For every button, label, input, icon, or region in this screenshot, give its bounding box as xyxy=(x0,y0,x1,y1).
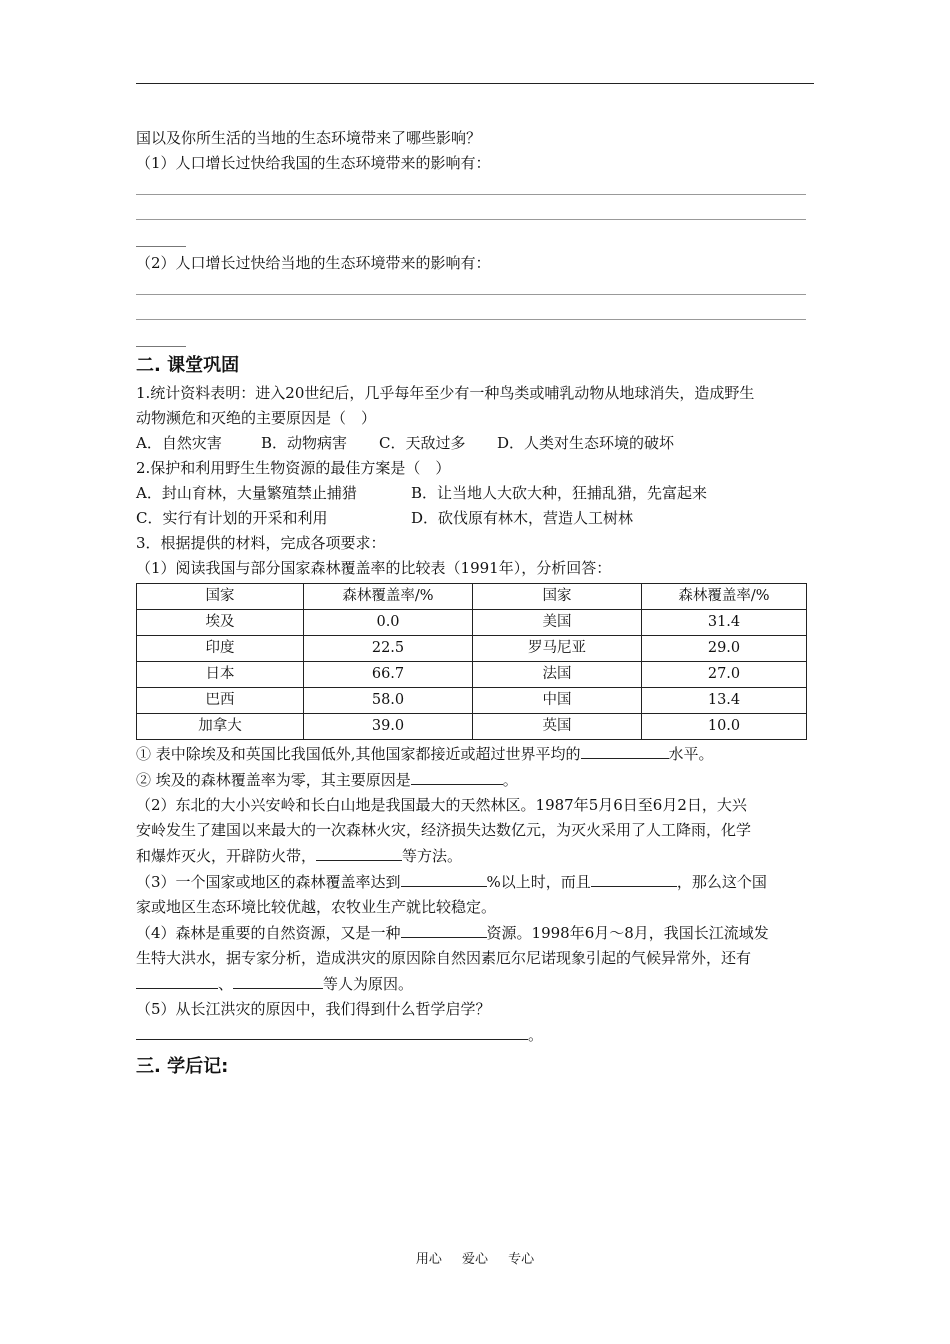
table-row xyxy=(137,662,807,688)
part-3-line-1 xyxy=(136,869,814,895)
sub-question-text: ② 埃及的森林覆盖率为零，其主要原因是 xyxy=(136,771,411,789)
value-cell: 29.0 xyxy=(642,636,807,662)
footer-item: 专心 xyxy=(508,1252,535,1267)
part-4-line-1 xyxy=(136,920,814,946)
footer-item: 用心 xyxy=(415,1252,442,1267)
part-text: %以上时，而且 xyxy=(486,873,591,891)
question-2-prompt: （2）人口增长过快给当地的生态环境带来的影响有： xyxy=(136,254,491,272)
mcq-1-stem: 1.统计资料表明：进入20世纪后，几乎每年至少有一种鸟类或哺乳动物从地球消失，造成野生 xyxy=(136,384,755,402)
value-cell: 10.0 xyxy=(642,714,807,740)
header-cell: 森林覆盖率/% xyxy=(304,584,473,610)
intro-line: 国以及你所生活的当地的生态环境带来了哪些影响？ xyxy=(136,129,482,147)
sub-question-1 xyxy=(136,741,814,767)
mcq-2-stem: 2.保护和利用野生生物资源的最佳方案是（ ） xyxy=(136,459,451,477)
sub-question-text: 水平。 xyxy=(668,745,714,763)
part-2-line-3 xyxy=(136,843,814,869)
answer-line[interactable] xyxy=(136,276,814,301)
country-cell: 美国 xyxy=(473,610,642,636)
table-header-row xyxy=(137,584,807,610)
question-3-stem: 3．根据提供的材料，完成各项要求： xyxy=(136,534,386,552)
header-cell: 国家 xyxy=(473,584,642,610)
answer-line[interactable] xyxy=(136,301,814,326)
fill-blank[interactable] xyxy=(401,920,487,938)
option-c[interactable]: C．实行有计划的开采和利用 xyxy=(136,509,328,527)
footer-item: 爱心 xyxy=(461,1252,488,1267)
option-b[interactable]: B．让当地人大砍大种，狂捕乱猎，先富起来 xyxy=(411,484,708,502)
option-d[interactable]: D．人类对生态环境的破坏 xyxy=(497,434,675,452)
part-text: （3）一个国家或地区的森林覆盖率达到 xyxy=(136,873,401,891)
option-b[interactable]: B．动物病害 xyxy=(261,434,348,452)
fill-blank[interactable] xyxy=(136,1022,528,1040)
fill-blank[interactable] xyxy=(136,971,218,989)
country-cell: 罗马尼亚 xyxy=(473,636,642,662)
value-cell: 27.0 xyxy=(642,662,807,688)
answer-line[interactable] xyxy=(136,176,814,201)
part-4-line-2: 生特大洪水，据专家分析，造成洪灾的原因除自然因素厄尔尼诺现象引起的气候异常外，还有 xyxy=(136,949,752,967)
value-cell: 13.4 xyxy=(642,688,807,714)
part-2-line-2: 安岭发生了建国以来最大的一次森林火灾，经济损失达数亿元，为灭火采用了人工降雨，化学 xyxy=(136,821,752,839)
fill-blank[interactable] xyxy=(401,869,487,887)
section-heading-2: 二. 课堂巩固 xyxy=(136,355,240,376)
fill-blank[interactable] xyxy=(411,767,503,785)
table-row xyxy=(137,688,807,714)
option-a[interactable]: A．封山育林，大量繁殖禁止捕猎 xyxy=(136,484,357,502)
option-c[interactable]: C．天敌过多 xyxy=(379,434,466,452)
section-heading-3: 三. 学后记: xyxy=(136,1056,229,1077)
mcq-1-options xyxy=(136,431,814,456)
option-a[interactable]: A．自然灾害 xyxy=(136,434,222,452)
header-rule xyxy=(136,83,814,84)
answer-line[interactable] xyxy=(136,201,814,226)
part-2-line-1: （2）东北的大小兴安岭和长白山地是我国最大的天然林区。1987年5月6日至6月2日，大兴 xyxy=(136,796,747,814)
country-cell: 法国 xyxy=(473,662,642,688)
part-text: 。 xyxy=(528,1026,544,1044)
mcq-1-stem-cont: 动物濒危和灭绝的主要原因是（ ） xyxy=(136,409,377,427)
answer-line-short[interactable] xyxy=(136,226,814,251)
part-4-line-3 xyxy=(136,971,814,997)
page-content xyxy=(136,126,814,1082)
header-cell: 国家 xyxy=(137,584,304,610)
value-cell: 66.7 xyxy=(304,662,473,688)
value-cell: 31.4 xyxy=(642,610,807,636)
mcq-2-options-row-1 xyxy=(136,481,814,506)
value-cell: 39.0 xyxy=(304,714,473,740)
value-cell: 0.0 xyxy=(304,610,473,636)
part-text: （4）森林是重要的自然资源，又是一种 xyxy=(136,924,401,942)
table-row xyxy=(137,714,807,740)
fill-blank[interactable] xyxy=(233,971,323,989)
table-row xyxy=(137,610,807,636)
fill-blank[interactable] xyxy=(316,843,402,861)
part-text: 和爆炸灭火，开辟防火带， xyxy=(136,847,317,865)
page-footer xyxy=(0,1248,950,1267)
country-cell: 英国 xyxy=(473,714,642,740)
value-cell: 22.5 xyxy=(304,636,473,662)
part-text: 资源。1998年6月～8月，我国长江流域发 xyxy=(486,924,769,942)
part-5-question: （5）从长江洪灾的原因中，我们得到什么哲学启学？ xyxy=(136,1000,491,1018)
part-3-line-2: 家或地区生态环境比较优越，农牧业生产就比较稳定。 xyxy=(136,898,497,916)
country-cell: 日本 xyxy=(137,662,304,688)
table-row xyxy=(137,636,807,662)
mcq-2-options-row-2 xyxy=(136,506,814,531)
country-cell: 巴西 xyxy=(137,688,304,714)
option-d[interactable]: D．砍伐原有林木，营造人工树林 xyxy=(411,509,634,527)
part-text: 等人为原因。 xyxy=(323,975,414,993)
country-cell: 埃及 xyxy=(137,610,304,636)
sub-question-text: ① 表中除埃及和英国比我国低外,其他国家都接近或超过世界平均的 xyxy=(136,745,581,763)
country-cell: 中国 xyxy=(473,688,642,714)
value-cell: 58.0 xyxy=(304,688,473,714)
question-1-prompt: （1）人口增长过快给我国的生态环境带来的影响有： xyxy=(136,154,491,172)
part-5-answer xyxy=(136,1022,814,1048)
country-cell: 印度 xyxy=(137,636,304,662)
sub-question-2 xyxy=(136,767,814,793)
question-3-part-1: （1）阅读我国与部分国家森林覆盖率的比较表（1991年），分析回答： xyxy=(136,559,612,577)
forest-coverage-table xyxy=(136,583,807,740)
sub-question-text: 。 xyxy=(502,771,518,789)
answer-line-short[interactable] xyxy=(136,326,814,351)
country-cell: 加拿大 xyxy=(137,714,304,740)
part-text: 等方法。 xyxy=(402,847,463,865)
part-text: 、 xyxy=(218,975,234,993)
header-cell: 森林覆盖率/% xyxy=(642,584,807,610)
fill-blank[interactable] xyxy=(581,741,669,759)
fill-blank[interactable] xyxy=(591,869,677,887)
part-text: ，那么这个国 xyxy=(676,873,767,891)
